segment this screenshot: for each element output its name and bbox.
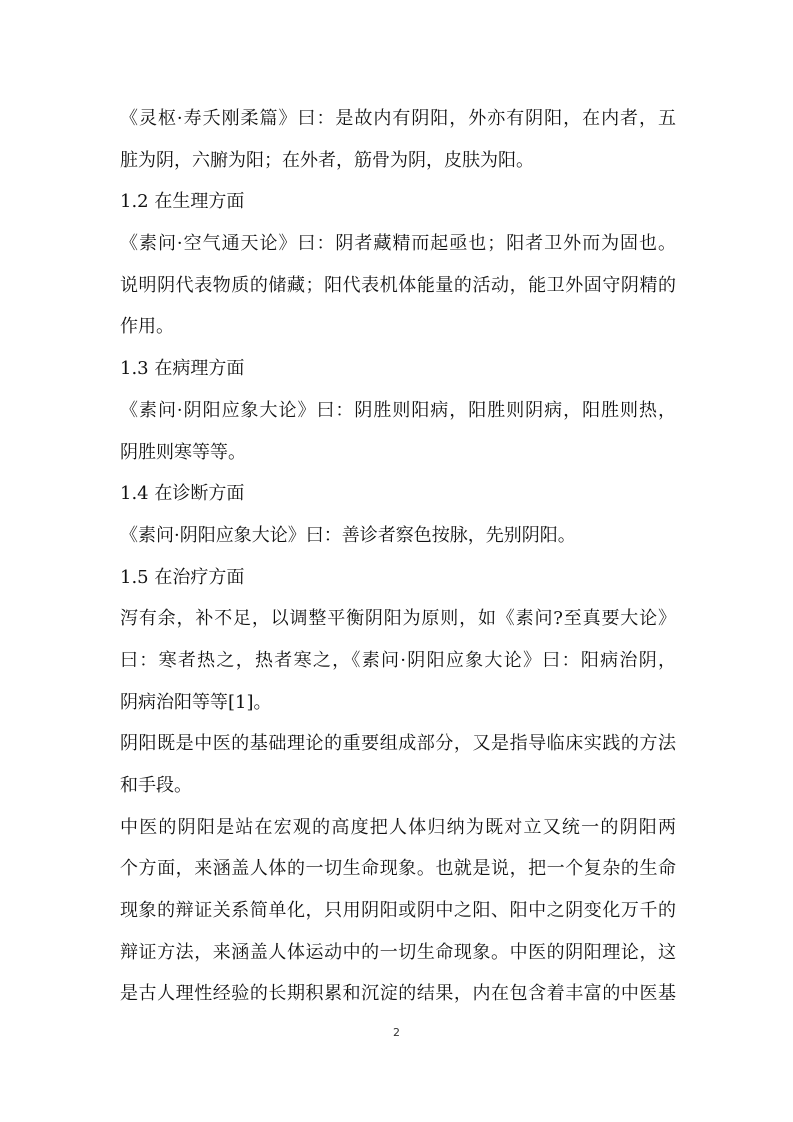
text-line: 和手段。	[120, 775, 192, 796]
text-line: 辩证方法，来涵盖人体运动中的一切生命现象。中医的阴阳理论，这	[120, 941, 676, 963]
text-line: 阴胜则寒等等。	[120, 441, 246, 463]
text-line: 个方面，来涵盖人体的一切生命现象。也就是说，把一个复杂的生命	[120, 858, 676, 880]
heading-text: 1.2 在生理方面	[120, 191, 245, 213]
section-heading	[120, 557, 676, 599]
paragraph	[120, 223, 676, 348]
paragraph	[120, 723, 676, 806]
page-number: 2	[393, 1026, 400, 1039]
paragraph	[120, 807, 676, 1015]
text-line: 《灵枢·寿夭刚柔篇》曰：是故内有阴阳，外亦有阴阳，在内者，五	[120, 108, 676, 129]
text-line: 是古人理性经验的长期积累和沉淀的结果，内在包含着丰富的中医基	[120, 983, 676, 1005]
text-line: 《素问·阴阳应象大论》曰：阴胜则阳病，阳胜则阴病，阳胜则热，	[120, 399, 676, 421]
text-line: 现象的辩证关系简单化，只用阴阳或阴中之阳、阳中之阴变化万千的	[120, 900, 676, 922]
text-line: 阴病治阳等等[1]。	[120, 691, 272, 713]
text-line: 《素问·阴阳应象大论》曰：善诊者察色按脉，先别阴阳。	[120, 524, 576, 546]
text-line: 曰：寒者热之，热者寒之，《素问·阴阳应象大论》曰：阳病治阴，	[120, 649, 676, 671]
section-heading	[120, 181, 676, 223]
heading-text: 1.3 在病理方面	[120, 358, 245, 380]
text-line: 泻有余，补不足，以调整平衡阴阳为原则，如《素问?至真要大论》	[120, 608, 676, 630]
text-line: 阴阳既是中医的基础理论的重要组成部分，又是指导临床实践的方法	[120, 733, 676, 755]
heading-text: 1.4 在诊断方面	[120, 483, 245, 505]
paragraph	[120, 98, 676, 181]
paragraph	[120, 390, 676, 473]
text-line: 脏为阴，六腑为阳；在外者，筋骨为阴，皮肤为阳。	[120, 149, 534, 171]
text-line: 中医的阴阳是站在宏观的高度把人体归纳为既对立又统一的阴阳两	[120, 816, 676, 838]
paragraph	[120, 515, 676, 557]
text-line: 说明阴代表物质的储藏；阳代表机体能量的活动，能卫外固守阴精的	[120, 274, 676, 296]
text-line: 作用。	[120, 316, 174, 338]
paragraph	[120, 598, 676, 723]
section-heading	[120, 473, 676, 515]
section-heading	[120, 348, 676, 390]
heading-text: 1.5 在治疗方面	[120, 566, 245, 588]
text-line: 《素问·空气通天论》曰：阴者藏精而起亟也；阳者卫外而为固也。	[120, 233, 676, 255]
document-body	[120, 98, 676, 1015]
